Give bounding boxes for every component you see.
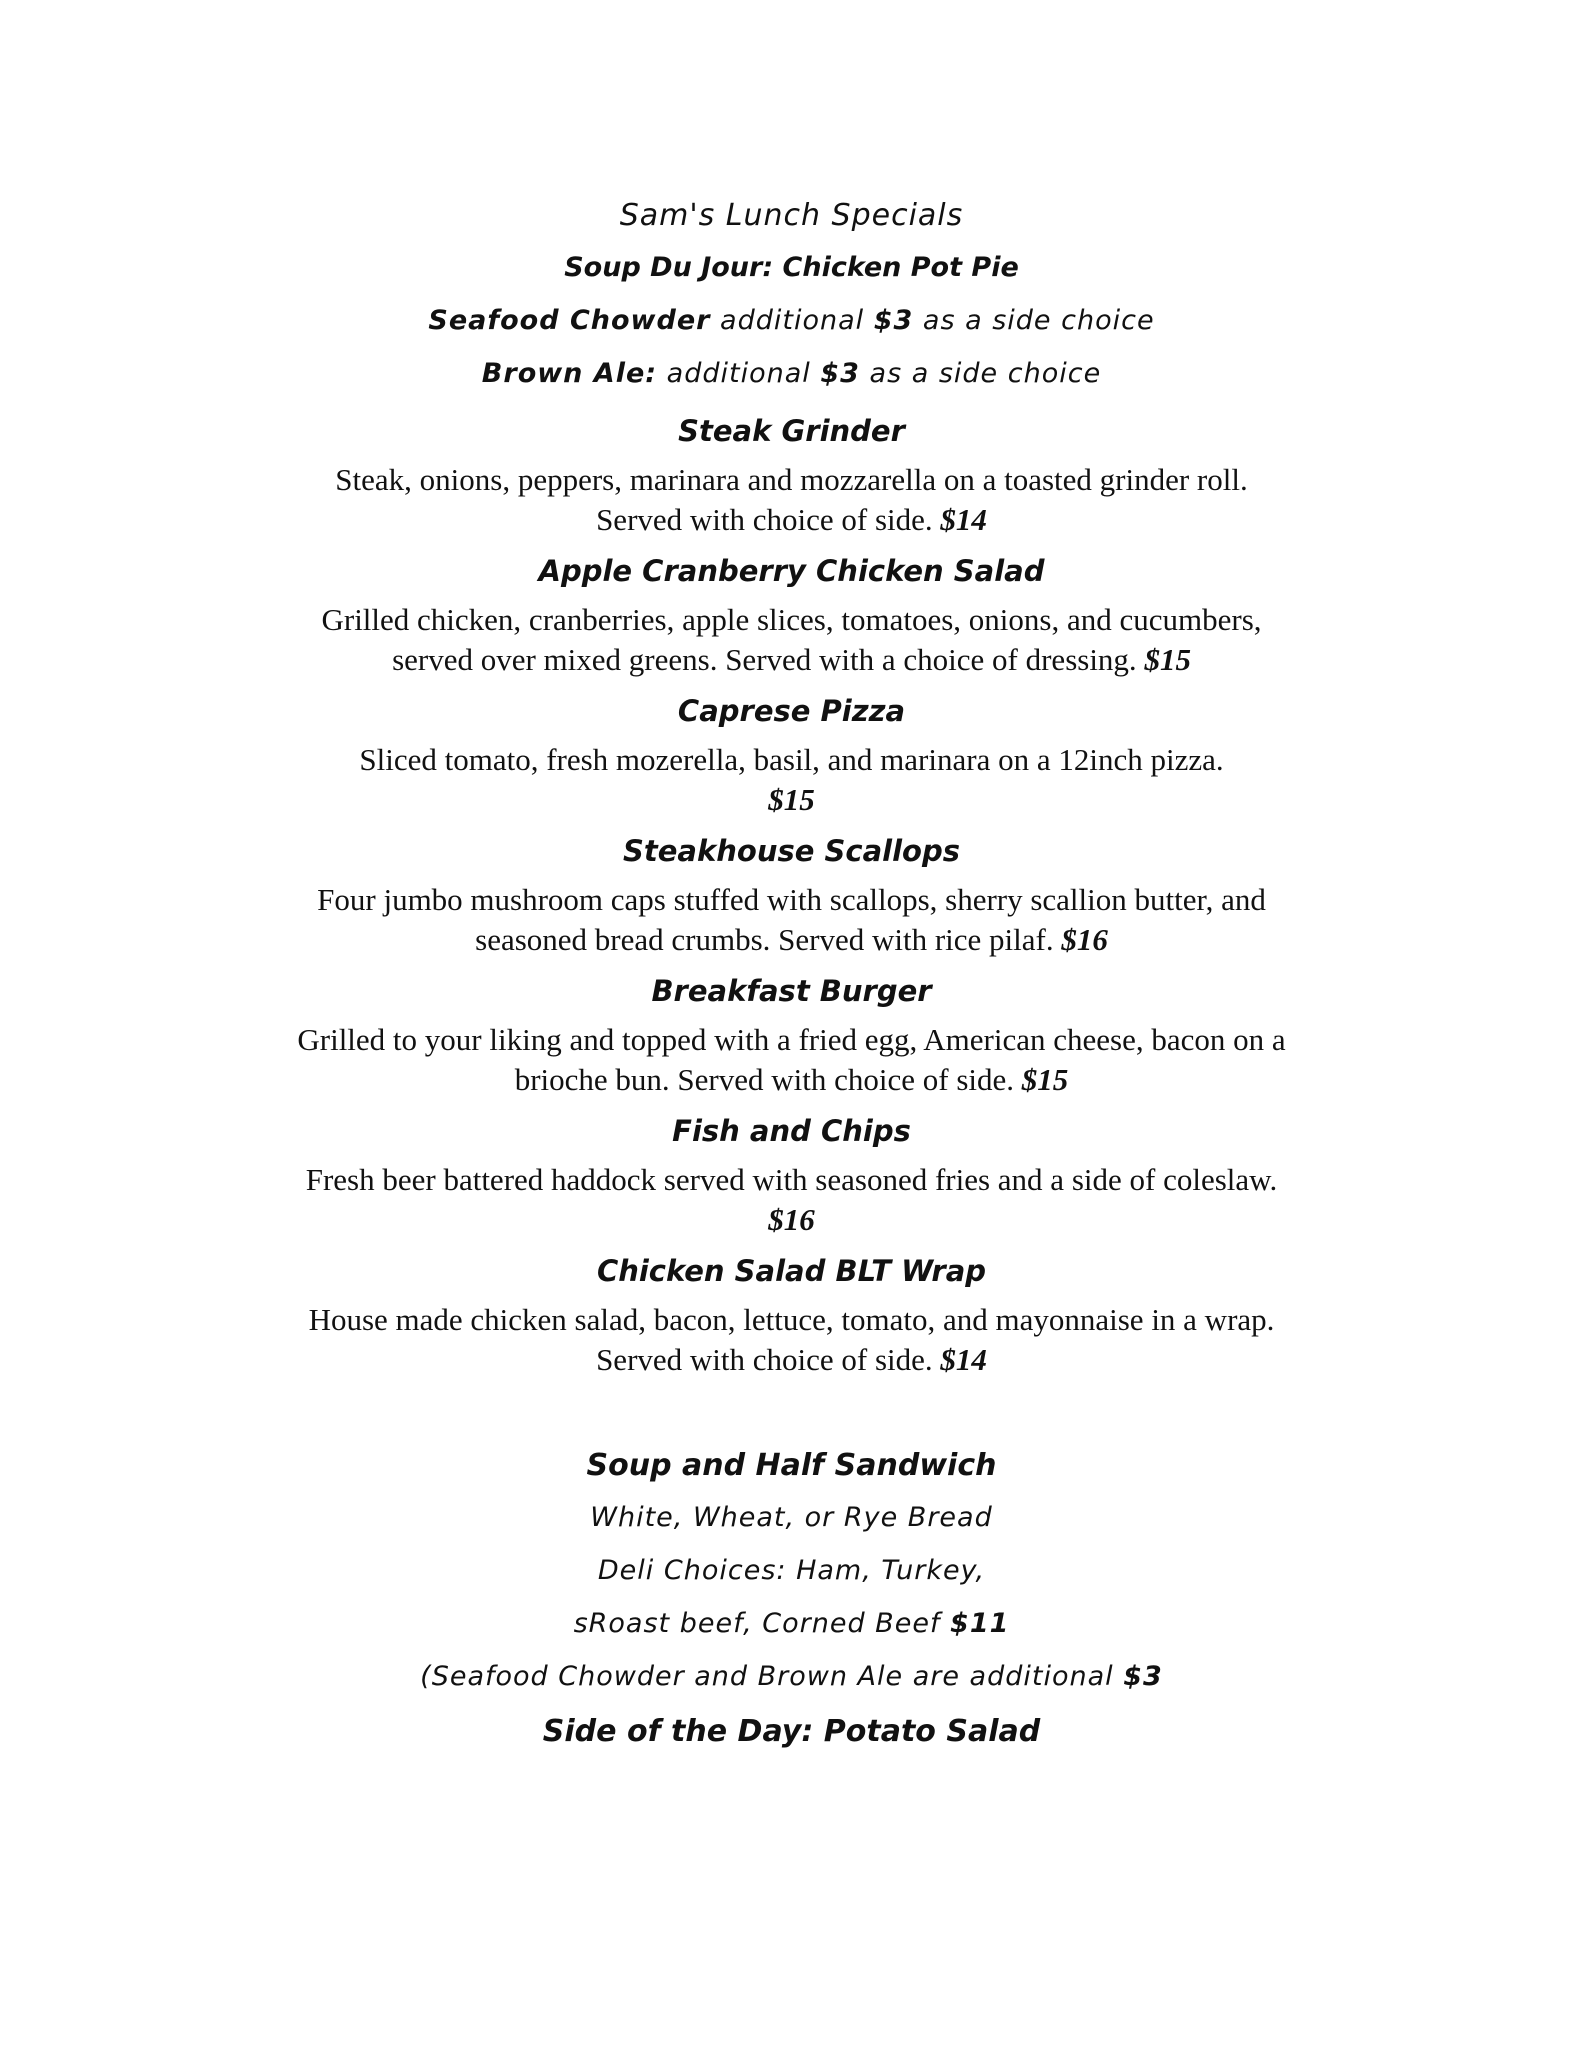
item-description-text: served over mixed greens. Served with a choice of dressing. [392,642,1137,677]
ale-line [0,358,1583,402]
item-description-text: Served with choice of side. [596,502,933,537]
item-description-line2 [0,1200,1583,1240]
ale-name: Brown Ale: [481,358,658,389]
item-price: $15 [1144,642,1191,677]
item-description-line2 [0,920,1583,960]
deli-choices-text: sRoast beef, Corned Beef [573,1608,941,1639]
side-of-the-day: Side of the Day: Potato Salad [542,1714,1041,1749]
chowder-name: Seafood Chowder [428,305,711,336]
soup-du-jour: Soup Du Jour: Chicken Pot Pie [564,252,1019,283]
item-price: $14 [940,1342,987,1377]
chowder-line [0,305,1583,349]
item-title: Fish and Chips [672,1114,911,1148]
item-price: $15 [1021,1062,1069,1097]
item-price: $16 [1061,922,1108,957]
item-price: $14 [940,502,987,537]
item-description: Grilled to your liking and topped with a fried egg, American cheese, bacon on a [297,1022,1286,1057]
item-description-line2 [0,500,1583,540]
item-title: Breakfast Burger [651,974,932,1008]
item-description-text: Served with choice of side. [596,1342,933,1377]
ale-price: $3 [820,358,860,389]
ale-text: additional [666,358,811,389]
item-description-text: brioche bun. Served with choice of side. [514,1062,1015,1097]
item-description: House made chicken salad, bacon, lettuce, tomato, and mayonnaise in a wrap. [308,1302,1275,1337]
ale-text-2: as a side choice [869,358,1102,389]
sandwich-title: Soup and Half Sandwich [586,1448,997,1483]
item-description: Sliced tomato, fresh mozerella, basil, and marinara on a 12inch pizza. [359,742,1224,777]
bread-choices: White, Wheat, or Rye Bread [590,1502,993,1533]
item-title: Apple Cranberry Chicken Salad [538,554,1045,588]
item-price: $16 [768,1202,815,1237]
item-description: Steak, onions, peppers, marinara and mozzarella on a toasted grinder roll. [335,462,1248,497]
item-description-line2 [0,780,1583,820]
sandwich-price: $11 [950,1608,1010,1639]
item-description: Four jumbo mushroom caps stuffed with scallops, sherry scallion butter, and [317,882,1266,917]
chowder-text-2: as a side choice [922,305,1155,336]
item-description: Fresh beer battered haddock served with seasoned fries and a side of coleslaw. [305,1162,1278,1197]
item-price: $15 [768,782,815,817]
chowder-text: additional [720,305,865,336]
item-description-line2 [0,640,1583,680]
deli-choices: Deli Choices: Ham, Turkey, [597,1555,986,1586]
chowder-price: $3 [873,305,914,336]
menu-title: Sam's Lunch Specials [619,198,964,233]
item-description-text: seasoned bread crumbs. Served with rice pilaf. [475,922,1054,957]
sandwich-note-price: $3 [1123,1661,1163,1692]
item-title: Steakhouse Scallops [623,834,960,868]
sandwich-note [0,1661,1583,1705]
item-title: Chicken Salad BLT Wrap [596,1254,987,1288]
item-description-line2 [0,1340,1583,1380]
sandwich-note-text: (Seafood Chowder and Brown Ale are additional [420,1661,1114,1692]
item-description-line2 [0,1060,1583,1100]
deli-choices-line2 [0,1608,1583,1652]
item-title: Steak Grinder [678,414,905,448]
item-description: Grilled chicken, cranberries, apple slices, tomatoes, onions, and cucumbers, [321,602,1262,637]
item-title: Caprese Pizza [677,694,906,728]
